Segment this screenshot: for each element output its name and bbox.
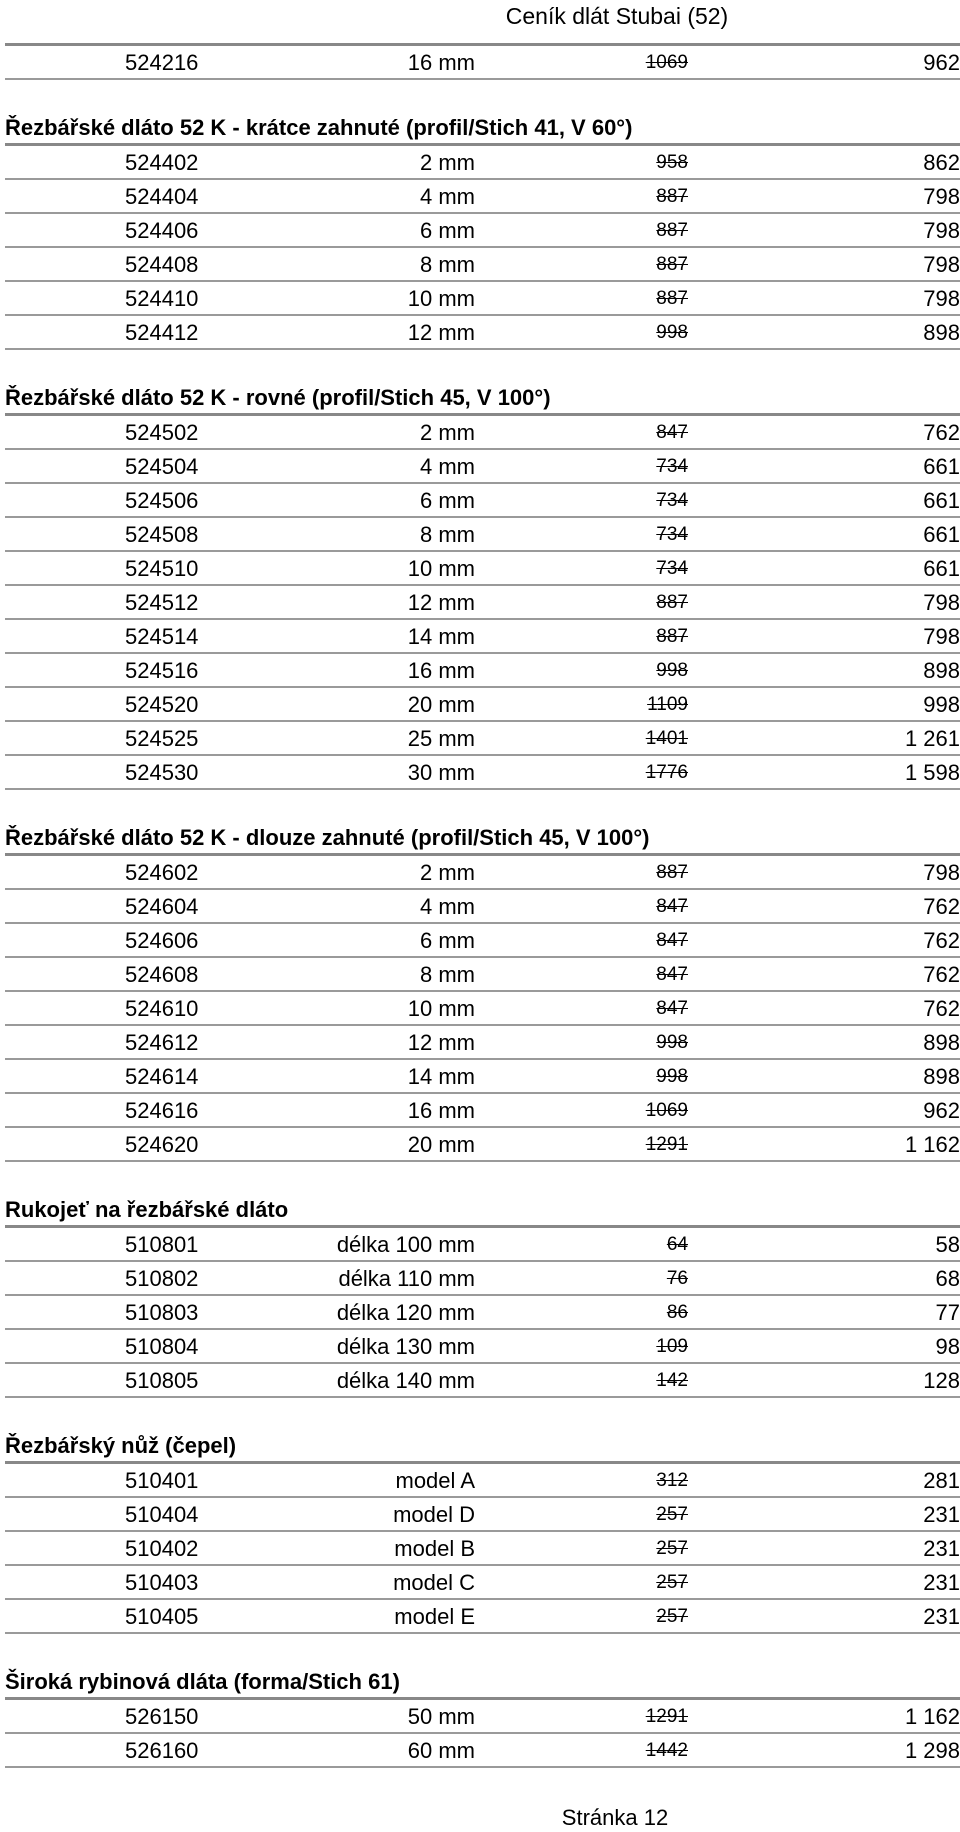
product-size: 10 mm (407, 556, 475, 581)
new-price: 1 598 (904, 760, 960, 785)
product-size: 16 mm (407, 1098, 475, 1123)
new-price: 58 (935, 1232, 960, 1257)
section-spacer (5, 1634, 960, 1662)
new-price: 281 (923, 1468, 960, 1493)
price-row (5, 1364, 960, 1398)
product-code: 524504 (125, 454, 199, 479)
old-price: 257 (656, 1572, 688, 1593)
product-code: 524506 (125, 488, 199, 513)
price-row (5, 958, 960, 992)
price-row (5, 856, 960, 890)
product-size: model C (393, 1570, 475, 1595)
old-price: 998 (656, 1066, 688, 1087)
new-price: 762 (923, 996, 960, 1021)
new-price: 798 (923, 860, 960, 885)
product-code: 510401 (125, 1468, 199, 1493)
product-size: 2 mm (420, 860, 475, 885)
product-code: 524404 (125, 184, 199, 209)
new-price: 898 (923, 1030, 960, 1055)
price-row (5, 416, 960, 450)
old-price: 847 (656, 422, 688, 443)
section-heading (5, 1426, 960, 1464)
product-size: 16 mm (407, 658, 475, 683)
old-price: 1442 (645, 1740, 688, 1761)
product-size: délka 110 mm (338, 1266, 475, 1291)
old-price: 64 (666, 1234, 688, 1255)
old-price: 887 (656, 626, 688, 647)
product-size: 30 mm (407, 760, 475, 785)
old-price: 109 (656, 1336, 688, 1357)
product-code: 524408 (125, 252, 199, 277)
old-price: 1109 (647, 694, 688, 715)
section-heading-text: Řezbářské dláto 52 K - rovné (profil/Stich 45, V 100°) (5, 385, 551, 410)
new-price: 798 (923, 590, 960, 615)
product-size: 10 mm (407, 286, 475, 311)
product-size: 25 mm (407, 726, 475, 751)
new-price: 762 (923, 962, 960, 987)
product-code: 524612 (125, 1030, 199, 1055)
product-size: délka 140 mm (336, 1368, 475, 1393)
product-size: 10 mm (407, 996, 475, 1021)
price-row (5, 316, 960, 350)
price-row (5, 450, 960, 484)
product-code: 510405 (125, 1604, 199, 1629)
product-code: 524604 (125, 894, 199, 919)
old-price: 142 (656, 1370, 688, 1391)
old-price: 847 (656, 964, 688, 985)
product-code: 526160 (125, 1738, 199, 1763)
old-price: 887 (656, 592, 688, 613)
product-size: 60 mm (407, 1738, 475, 1763)
new-price: 231 (923, 1570, 960, 1595)
new-price: 962 (923, 1098, 960, 1123)
product-code: 524406 (125, 218, 199, 243)
old-price: 734 (656, 558, 688, 579)
product-size: 4 mm (420, 894, 475, 919)
old-price: 847 (656, 930, 688, 951)
product-size: délka 120 mm (336, 1300, 475, 1325)
product-code: 524616 (125, 1098, 199, 1123)
section-heading (5, 818, 960, 856)
product-size: délka 100 mm (336, 1232, 475, 1257)
old-price: 847 (656, 998, 688, 1019)
product-code: 524410 (125, 286, 199, 311)
section-heading (5, 378, 960, 416)
product-code: 510802 (125, 1266, 199, 1291)
product-code: 524530 (125, 760, 199, 785)
product-code: 510404 (125, 1502, 199, 1527)
section-spacer (5, 1162, 960, 1190)
product-code: 510403 (125, 1570, 199, 1595)
price-row (5, 620, 960, 654)
product-code: 524606 (125, 928, 199, 953)
old-price: 998 (656, 660, 688, 681)
old-price: 1401 (645, 728, 688, 749)
price-row (5, 992, 960, 1026)
price-row (5, 248, 960, 282)
product-size: 50 mm (407, 1704, 475, 1729)
price-row (5, 1600, 960, 1634)
new-price: 798 (923, 624, 960, 649)
section-heading-text: Rukojeť na řezbářské dláto (5, 1197, 289, 1222)
new-price: 661 (923, 454, 960, 479)
price-row (5, 1060, 960, 1094)
new-price: 1 162 (904, 1132, 960, 1157)
product-code: 524608 (125, 962, 199, 987)
product-code: 510804 (125, 1334, 199, 1359)
price-row (5, 1128, 960, 1162)
product-size: 20 mm (407, 692, 475, 717)
product-size: 8 mm (420, 252, 475, 277)
new-price: 898 (923, 1064, 960, 1089)
new-price: 798 (923, 252, 960, 277)
product-size: 4 mm (420, 184, 475, 209)
product-size: 6 mm (420, 928, 475, 953)
old-price: 257 (656, 1504, 688, 1525)
product-size: 2 mm (420, 150, 475, 175)
product-code: 524402 (125, 150, 199, 175)
product-size: 4 mm (420, 454, 475, 479)
product-code: 524412 (125, 320, 199, 345)
old-price: 76 (666, 1268, 688, 1289)
new-price: 998 (923, 692, 960, 717)
new-price: 862 (923, 150, 960, 175)
new-price: 762 (923, 420, 960, 445)
old-price: 847 (656, 896, 688, 917)
old-price: 1069 (645, 52, 688, 73)
section-heading-text: Řezbářské dláto 52 K - krátce zahnuté (profil/Stich 41, V 60°) (5, 115, 633, 140)
new-price: 231 (923, 1536, 960, 1561)
new-price: 962 (923, 50, 960, 75)
old-price: 887 (656, 186, 688, 207)
price-list (5, 46, 960, 1768)
section-spacer (5, 1398, 960, 1426)
product-size: 12 mm (407, 590, 475, 615)
product-code: 524614 (125, 1064, 199, 1089)
product-size: 6 mm (420, 218, 475, 243)
price-row (5, 46, 960, 80)
product-size: model A (395, 1468, 475, 1493)
product-size: model B (394, 1536, 475, 1561)
price-row (5, 1464, 960, 1498)
new-price: 898 (923, 320, 960, 345)
product-size: 14 mm (407, 1064, 475, 1089)
page-number: Stránka 12 (561, 1805, 669, 1830)
price-row (5, 924, 960, 958)
new-price: 68 (935, 1266, 960, 1291)
price-row (5, 484, 960, 518)
price-row (5, 518, 960, 552)
old-price: 887 (656, 220, 688, 241)
old-price: 312 (656, 1470, 688, 1491)
new-price: 231 (923, 1502, 960, 1527)
product-size: 14 mm (407, 624, 475, 649)
price-row (5, 214, 960, 248)
section-heading-text: Řezbářské dláto 52 K - dlouze zahnuté (profil/Stich 45, V 100°) (5, 825, 650, 850)
product-size: 12 mm (407, 1030, 475, 1055)
price-row (5, 1498, 960, 1532)
price-row (5, 1296, 960, 1330)
section-spacer (5, 350, 960, 378)
product-code: 524216 (125, 50, 199, 75)
old-price: 86 (666, 1302, 688, 1323)
product-size: 20 mm (407, 1132, 475, 1157)
section-heading (5, 108, 960, 146)
price-row (5, 1026, 960, 1060)
price-row (5, 1262, 960, 1296)
product-code: 524525 (125, 726, 199, 751)
price-row (5, 722, 960, 756)
new-price: 798 (923, 286, 960, 311)
price-row (5, 1094, 960, 1128)
product-code: 524516 (125, 658, 199, 683)
new-price: 762 (923, 894, 960, 919)
old-price: 257 (656, 1606, 688, 1627)
product-code: 526150 (125, 1704, 199, 1729)
price-row (5, 890, 960, 924)
old-price: 1291 (645, 1134, 688, 1155)
old-price: 1776 (645, 762, 688, 783)
old-price: 998 (656, 1032, 688, 1053)
product-size: 8 mm (420, 962, 475, 987)
price-row (5, 1330, 960, 1364)
new-price: 1 298 (904, 1738, 960, 1763)
price-row (5, 1566, 960, 1600)
price-row (5, 654, 960, 688)
page-header-title: Ceník dlát Stubai (52) (505, 3, 729, 29)
new-price: 231 (923, 1604, 960, 1629)
product-code: 524502 (125, 420, 199, 445)
price-row (5, 1700, 960, 1734)
product-size: 2 mm (420, 420, 475, 445)
product-size: model E (394, 1604, 475, 1629)
section-heading (5, 1662, 960, 1700)
product-code: 510805 (125, 1368, 199, 1393)
new-price: 661 (923, 556, 960, 581)
price-row (5, 552, 960, 586)
old-price: 1069 (645, 1100, 688, 1121)
price-row (5, 180, 960, 214)
product-code: 524620 (125, 1132, 199, 1157)
product-code: 524514 (125, 624, 199, 649)
section-heading-text: Řezbářský nůž (čepel) (5, 1433, 237, 1458)
old-price: 734 (656, 524, 688, 545)
old-price: 734 (656, 490, 688, 511)
section-heading-text: Široká rybinová dláta (forma/Stich 61) (5, 1669, 400, 1694)
new-price: 128 (923, 1368, 960, 1393)
product-code: 510803 (125, 1300, 199, 1325)
old-price: 998 (656, 322, 688, 343)
product-size: délka 130 mm (336, 1334, 475, 1359)
product-code: 510402 (125, 1536, 199, 1561)
new-price: 798 (923, 184, 960, 209)
old-price: 887 (656, 288, 688, 309)
price-row (5, 1228, 960, 1262)
section-spacer (5, 790, 960, 818)
product-code: 524520 (125, 692, 199, 717)
price-row (5, 756, 960, 790)
new-price: 1 261 (904, 726, 960, 751)
price-row (5, 282, 960, 316)
product-code: 524508 (125, 522, 199, 547)
new-price: 798 (923, 218, 960, 243)
price-row (5, 146, 960, 180)
old-price: 958 (656, 152, 688, 173)
product-size: 16 mm (407, 50, 475, 75)
product-code: 510801 (125, 1232, 199, 1257)
new-price: 1 162 (904, 1704, 960, 1729)
old-price: 887 (656, 862, 688, 883)
new-price: 762 (923, 928, 960, 953)
old-price: 887 (656, 254, 688, 275)
price-row (5, 586, 960, 620)
product-code: 524512 (125, 590, 199, 615)
price-row (5, 688, 960, 722)
product-code: 524602 (125, 860, 199, 885)
new-price: 661 (923, 522, 960, 547)
new-price: 77 (935, 1300, 960, 1325)
product-code: 524510 (125, 556, 199, 581)
product-size: 12 mm (407, 320, 475, 345)
product-size: model D (393, 1502, 475, 1527)
price-row (5, 1532, 960, 1566)
old-price: 734 (656, 456, 688, 477)
new-price: 98 (935, 1334, 960, 1359)
section-spacer (5, 80, 960, 108)
old-price: 257 (656, 1538, 688, 1559)
product-size: 8 mm (420, 522, 475, 547)
product-size: 6 mm (420, 488, 475, 513)
price-row (5, 1734, 960, 1768)
new-price: 898 (923, 658, 960, 683)
section-heading (5, 1190, 960, 1228)
old-price: 1291 (645, 1706, 688, 1727)
product-code: 524610 (125, 996, 199, 1021)
new-price: 661 (923, 488, 960, 513)
